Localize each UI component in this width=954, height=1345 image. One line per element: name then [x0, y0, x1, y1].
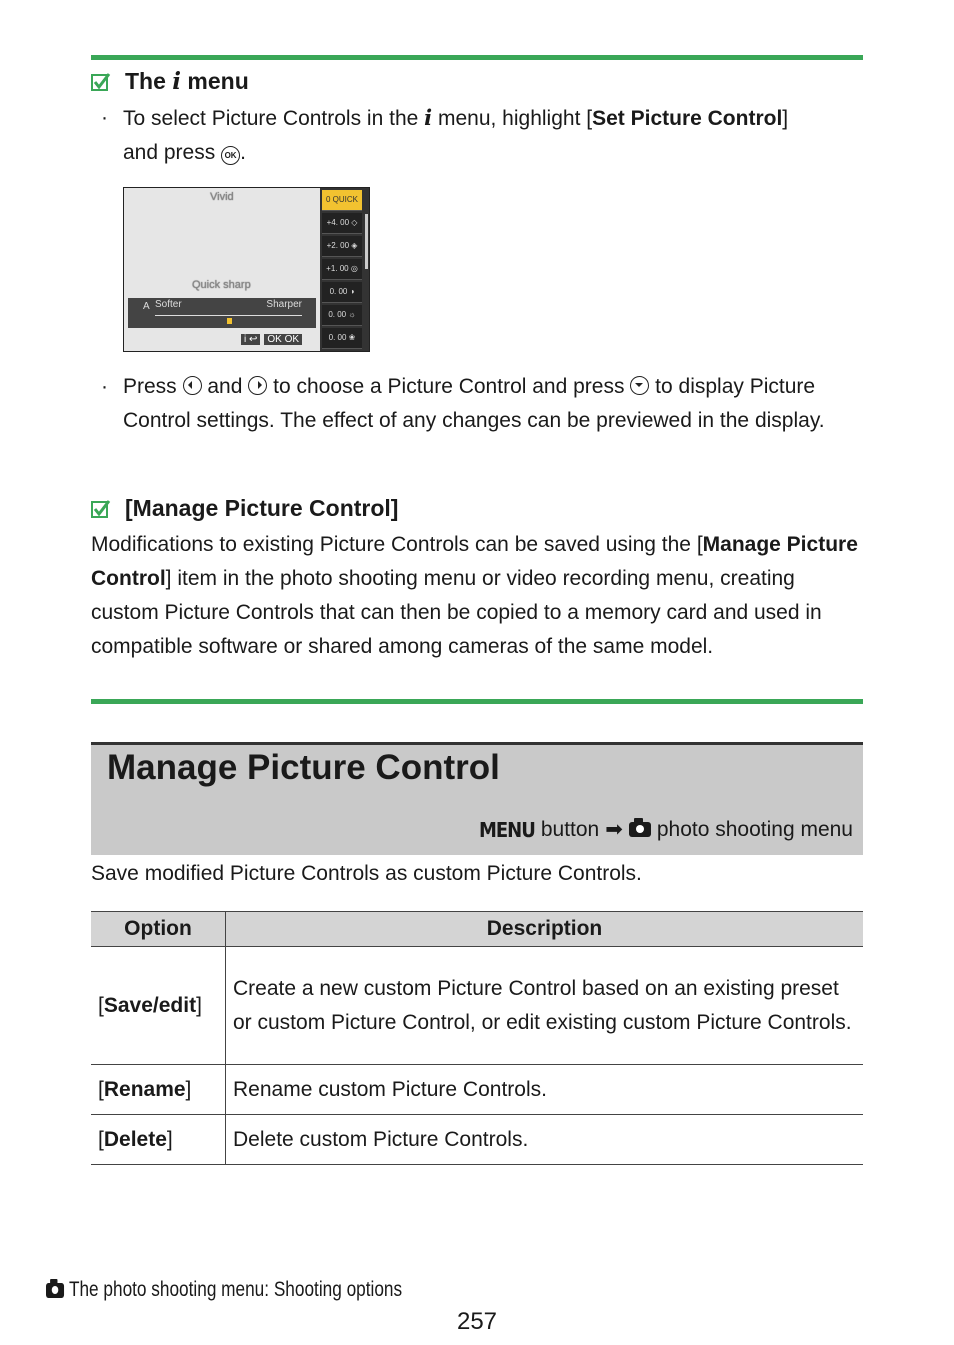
camera-icon — [46, 1283, 64, 1298]
slider-marker — [227, 318, 232, 324]
i-button-icon: i — [424, 105, 433, 130]
screen-scrollbar — [365, 214, 368, 269]
option-name: Delete — [103, 1127, 167, 1151]
table-row — [91, 947, 863, 1065]
option-cell: [Save/edit] — [91, 947, 226, 1065]
screen-back-hint: i ↩ — [241, 334, 260, 345]
options-table — [91, 911, 863, 1165]
bottom-green-rule — [91, 699, 863, 704]
text: to display Picture Control settings. The effect of any changes can be previewed in the display. — [123, 375, 825, 432]
text: ] item in the photo shooting menu or video recording menu, creating custom Picture Controls that can then be copied to a memory card and used in compatible software or shared among cameras of the same model. — [91, 567, 822, 658]
text: and press — [123, 140, 216, 164]
note-title-post: menu — [187, 68, 249, 94]
menu-name: photo shooting menu — [656, 817, 853, 841]
footer-text: The photo shooting menu: Shooting options — [68, 1278, 403, 1301]
screen-slider — [128, 298, 316, 328]
arrow-icon: ➡ — [605, 818, 623, 841]
table-row — [91, 1065, 863, 1115]
param-cell: 0. 00 ☼ — [322, 305, 362, 326]
screen-parameter-column — [320, 188, 369, 351]
option-name: Rename — [103, 1077, 186, 1101]
description-cell: Delete custom Picture Controls. — [226, 1115, 864, 1165]
menu-button-icon: MENU — [478, 817, 535, 842]
top-green-rule — [91, 55, 863, 60]
description-cell: Create a new custom Picture Control based on an existing preset or custom Picture Control, or edit existing custom Picture Controls. — [226, 947, 864, 1065]
camera-screen-image — [123, 187, 370, 352]
header-option: Option — [91, 912, 226, 947]
note-heading-manage — [91, 495, 398, 522]
multi-selector-right-icon — [248, 376, 267, 395]
param-cell: 0. 00 ◑ — [322, 282, 362, 303]
option-name: Save/edit — [103, 993, 197, 1017]
footer-link[interactable] — [46, 1278, 402, 1302]
text: Modifications to existing Picture Controls can be saved using the [ — [91, 533, 703, 556]
text: and — [207, 375, 243, 398]
table-row — [91, 1115, 863, 1165]
option-cell: [Rename] — [91, 1065, 226, 1115]
multi-selector-left-icon — [183, 376, 202, 395]
param-cell: 0 QUICK — [322, 190, 362, 211]
text: Press — [123, 375, 177, 398]
slider-softer-label: Softer — [155, 299, 182, 310]
manage-picture-control-label: Manage Picture Control — [91, 533, 858, 590]
ok-button-icon: OK — [221, 146, 240, 165]
screen-ok-hint: OK OK — [264, 334, 302, 345]
param-cell: +2. 00 ◈ — [322, 236, 362, 257]
note-heading-i-menu — [91, 68, 249, 95]
page-number: 257 — [456, 1308, 498, 1335]
slider-auto-mark: A — [143, 301, 150, 312]
header-description: Description — [226, 912, 864, 947]
section-intro: Save modified Picture Controls as custom Picture Controls. — [91, 862, 642, 885]
slider-track — [155, 315, 302, 316]
screen-picture-control-name: Vivid — [210, 191, 234, 203]
button-word: button — [540, 817, 600, 841]
text: . — [240, 140, 246, 164]
screen-quick-sharp-label: Quick sharp — [192, 279, 251, 291]
param-cell: +1. 00 ◎ — [322, 259, 362, 280]
section-title: Manage Picture Control — [107, 748, 500, 787]
camera-icon — [629, 822, 651, 837]
multi-selector-down-icon — [630, 376, 649, 395]
check-icon — [91, 72, 111, 92]
param-cell: +4. 00 ◇ — [322, 213, 362, 234]
description-cell: Rename custom Picture Controls. — [226, 1065, 864, 1115]
text: ] — [782, 107, 789, 130]
menu-path — [479, 817, 853, 842]
param-cell: 0. 00 ❀ — [322, 328, 362, 349]
note-title: [Manage Picture Control] — [125, 495, 399, 521]
check-icon — [91, 499, 111, 519]
set-picture-control-label: Set Picture Control — [592, 107, 783, 130]
option-cell: [Delete] — [91, 1115, 226, 1165]
manage-paragraph — [91, 528, 866, 664]
table-header-row — [91, 912, 863, 947]
screen-footer — [241, 334, 302, 345]
text: To select Picture Controls in the — [123, 107, 419, 130]
slider-sharper-label: Sharper — [266, 299, 302, 310]
text: menu, highlight [ — [437, 107, 593, 130]
note-title-pre: The — [125, 68, 166, 94]
i-button-icon: i — [172, 68, 182, 95]
text: to choose a Picture Control and press — [273, 375, 625, 398]
